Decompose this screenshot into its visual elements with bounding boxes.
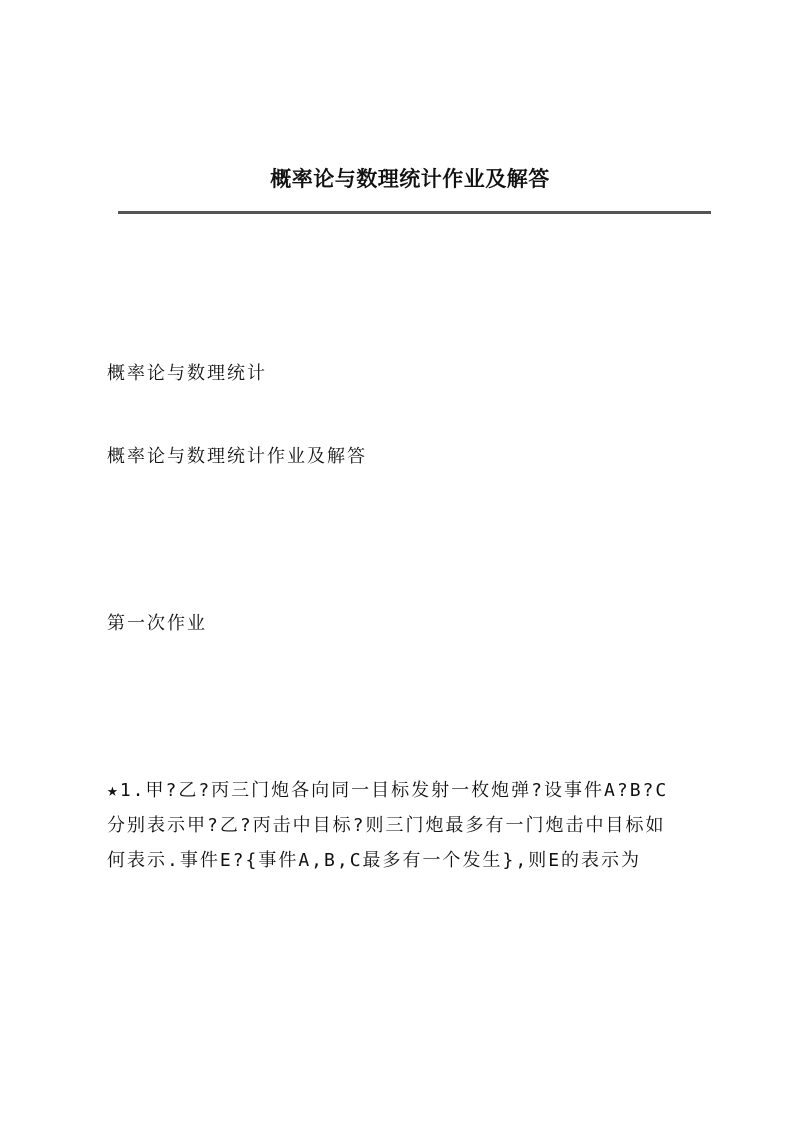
title-underline [118, 211, 711, 214]
section-heading: 第一次作业 [107, 613, 207, 634]
question-line: 何表示.事件E?{事件A,B,C最多有一个发生},则E的表示为 [107, 850, 642, 871]
heading-paragraph: 概率论与数理统计作业及解答 [107, 446, 367, 467]
question-line: ★1.甲?乙?丙三门炮各向同一目标发射一枚炮弹?设事件A?B?C [107, 780, 669, 801]
question-line: 分别表示甲?乙?丙击中目标?则三门炮最多有一门炮击中目标如 [107, 815, 666, 836]
document-title: 概率论与数理统计作业及解答 [270, 166, 550, 191]
question-block [107, 773, 668, 878]
subtitle-paragraph: 概率论与数理统计 [107, 363, 267, 384]
